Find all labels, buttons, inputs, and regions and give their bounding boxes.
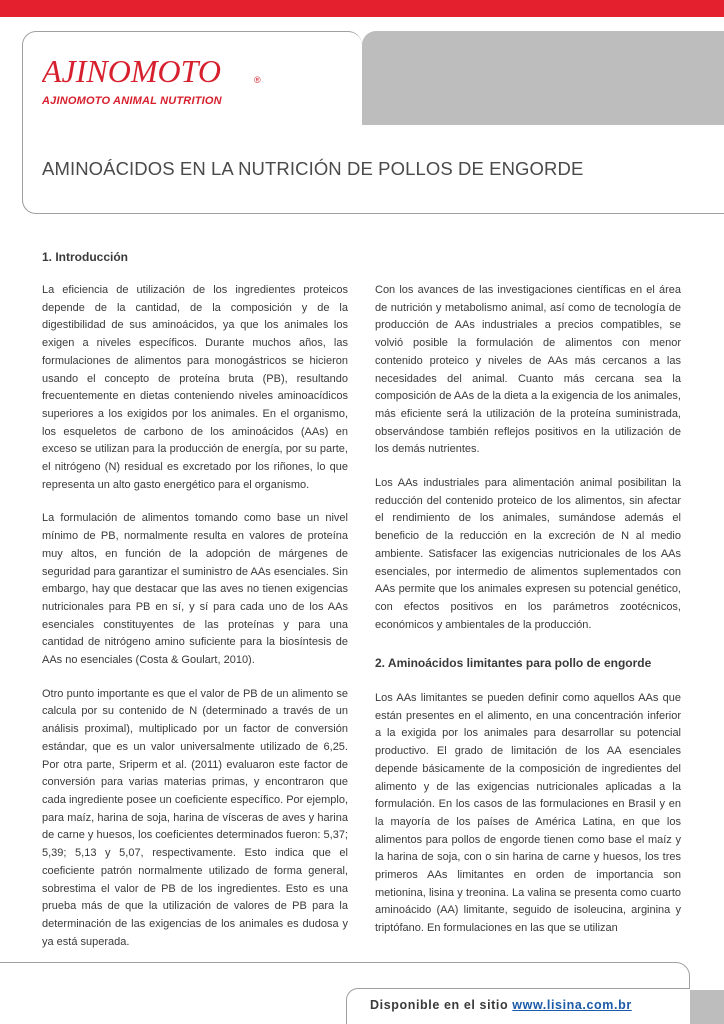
- paragraph: La formulación de alimentos tomando como base un nivel mínimo de PB, normalmente resulta en valores de proteína muy altos, en función de la adopción de márgenes de seguridad para garantizar el suministro de AAs esenciales. Sin embargo, hay que destacar que las aves no tienen exigencias nutricionales para PB en sí, y sí para cada uno de los AAs esenciales constituyentes de las proteínas y para una cantidad de nitrógeno amino suficiente para la biosíntesis de AAs no esenciales (Costa & Goulart, 2010).: [42, 512, 348, 667]
- registered-mark: ®: [254, 75, 261, 85]
- logo-wordmark: AJINOMOTO: [42, 53, 221, 89]
- footer-label: Disponible en el sitio: [370, 998, 509, 1012]
- page-title: AMINOÁCIDOS EN LA NUTRICIÓN DE POLLOS DE ENGORDE: [42, 158, 584, 179]
- right-column: [375, 282, 681, 650]
- paragraph: Con los avances de las investigaciones científicas en el área de nutrición y metabolismo animal, así como de tecnología de producción de AAs industriales a precios compatibles, se volvió posible la formulación de alimentos con menor contenido proteico y niveles de AAs más cercanos a las necesidades del animal. Cuanto más cercana sea la composición de AAs de la dieta a la exigencia de los animales, más eficiente será la utilización de la proteína suministrada, observándose también reflejos positivos en la utilización de los demás nutrientes.: [375, 284, 681, 456]
- section-heading-limiting: 2. Aminoácidos limitantes para pollo de engorde: [375, 656, 652, 670]
- footer-grey-corner: [690, 990, 724, 1024]
- left-column: [42, 282, 348, 967]
- paragraph: Otro punto importante es que el valor de PB de un alimento se calcula por su contenido de N (determinado a través de un análisis proximal), multiplicado por un factor de conversión estándar, que es un valor universalmente utilizado de 6,25. Por otra parte, Sriperm et al. (2011) evaluaron este factor de conversión para varias materias primas, y encontraron que cada ingrediente posee un coeficiente específico. Por ejemplo, para maíz, harina de soja, harina de vísceras de aves y harina de carne y huesos, los coeficientes determinados fueron: 5,37; 5,39; 5,13 y 5,07, respectivamente. Esto indica que el coeficiente patrón normalmente utilizado de forma general, sobrestima el valor de PB de los ingredientes. Esto es una prueba más de que la utilización de valores de PB para la determinación de las exigencias de los animales es dudosa y ya está superada.: [42, 687, 348, 948]
- footer-text: [370, 998, 632, 1012]
- paragraph: La eficiencia de utilización de los ingredientes proteicos depende de la cantidad, de la composición y de la digestibilidad de sus aminoácidos, ya que los animales los exigen a niveles específicos. Durante muchos años, las formulaciones de alimentos para monogástricos se hicieron usando el concepto de proteína bruta (PB), resultando frecuentemente en dietas conteniendo niveles aminoacídicos superiores a los exigidos por los animales. En el organismo, los esqueletos de carbono de los aminoácidos (AAs) en exceso se utilizan para la producción de energía, por su parte, el nitrógeno (N) residual es excretado por los riñones, lo que representa un alto gasto energético para el organismo.: [42, 284, 348, 491]
- website-link[interactable]: www.lisina.com.br: [512, 998, 632, 1012]
- right-column-continued: [375, 690, 681, 954]
- ajinomoto-logo: [42, 52, 272, 92]
- brand-subtitle: AJINOMOTO ANIMAL NUTRITION: [42, 95, 222, 107]
- section-heading-intro: 1. Introducción: [42, 250, 129, 264]
- top-red-bar: [0, 0, 724, 17]
- paragraph: Los AAs limitantes se pueden definir como aquellos AAs que están presentes en el alimento, en una concentración inferior a la exigida por los animales para desarrollar su potencial productivo. El grado de limitación de los AA esenciales depende básicamente de la composición de ingredientes del alimento y de las exigencias nutricionales aplicadas a la formulación. En los casos de las formulaciones en Brasil y en la mayoría de los países de América Latina, en que los alimentos para pollos de engorde tienen como base el maíz y la harina de soja, con o sin harina de carne y huesos, los tres primeros AAs limitantes en orden de importancia son metionina, lisina y treonina. La valina se presenta como cuarto aminoácido (AA) limitante, seguido de isoleucina, arginina y triptófano. En formulaciones en las que se utilizan: [375, 692, 681, 935]
- paragraph: Los AAs industriales para alimentación animal posibilitan la reducción del contenido proteico de los alimentos, sin afectar el rendimiento de los animales, sumándose además el beneficio de la reducción en la excreción de N al medio ambiente. Satisfacer las exigencias nutricionales de los AAs esenciales, por intermedio de alimentos suplementados con AAs permite que los animales expresen su potencial genético, con efectos positivos en los parámetros zootécnicos, económicos y ambientales de la producción.: [375, 477, 681, 631]
